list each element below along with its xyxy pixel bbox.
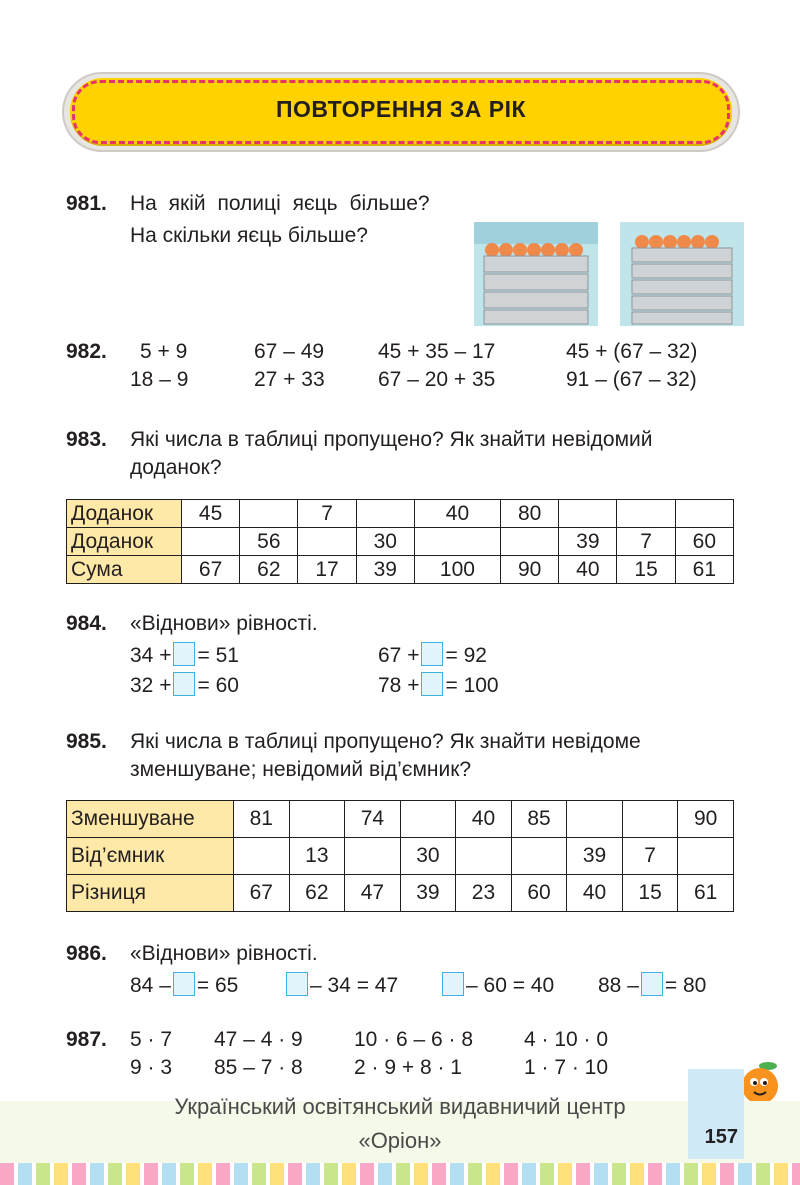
publisher-name: Український освітянський видавничий центр [174,1094,626,1119]
row-header: Доданок [67,500,182,528]
answer-box[interactable] [421,642,443,666]
expression: 47 – 4 · 9 [214,1028,303,1051]
exercise-number: 982. [66,340,107,363]
table-cell: 39 [567,838,623,875]
table-cell: 15 [622,875,678,912]
table-cell: 7 [622,838,678,875]
table-cell [356,500,414,528]
equation: 32 + = 60 [130,674,239,697]
exercise-text: На якій полиці яєць більше? [130,192,430,215]
table-cell: 60 [511,875,567,912]
table-cell [501,528,559,556]
answer-box[interactable] [173,972,195,996]
exercise-number: 985. [66,730,107,753]
table-cell [559,500,617,528]
table-cell: 85 [511,801,567,838]
expression: 91 – (67 – 32) [566,368,697,391]
table-cell [298,528,356,556]
table-cell [617,500,675,528]
table-cell: 17 [298,556,356,584]
table-cell: 81 [234,801,290,838]
table-cell: 39 [400,875,456,912]
row-header: Від’ємник [67,838,234,875]
equation: 84 – = 65 [130,974,239,997]
table-cell [456,838,512,875]
table-cell [678,838,734,875]
exercise-number: 987. [66,1028,107,1051]
equation: – 34 = 47 [284,972,398,998]
exercise-text: «Віднови» рівності. [130,942,318,965]
expression: 9 · 3 [130,1056,173,1079]
expression: 5 + 9 [140,340,188,363]
table-cell [345,838,401,875]
expression: 1 · 7 · 10 [524,1056,609,1079]
table-cell: 45 [182,500,240,528]
table-cell: 56 [240,528,298,556]
table-cell [622,801,678,838]
publisher-brand: «Оріон» [358,1128,442,1153]
table-cell: 47 [345,875,401,912]
table-cell: 13 [289,838,345,875]
exercise-text: Які числа в таблиці пропущено? Як знайти невідомий [130,428,653,451]
table-cell: 7 [617,528,675,556]
exercise-text: зменшуване; невідомий від’ємник? [130,758,472,781]
table-cell: 80 [501,500,559,528]
table-cell [234,838,290,875]
table-cell: 7 [298,500,356,528]
table-row [67,556,734,584]
table-cell: 62 [289,875,345,912]
equation: – 60 = 40 [440,972,554,998]
table-cell: 40 [414,500,500,528]
exercise-text: «Віднови» рівності. [130,612,318,635]
table-row [67,500,734,528]
table-row [67,875,734,912]
answer-box[interactable] [173,672,195,696]
table-cell: 62 [240,556,298,584]
table-cell: 90 [501,556,559,584]
table-cell: 100 [414,556,500,584]
equation: 88 – = 80 [598,974,707,997]
expression: 5 · 7 [130,1028,173,1051]
table-cell: 90 [678,801,734,838]
row-header: Сума [67,556,182,584]
equation: 78 + = 100 [378,674,499,697]
table-cell: 40 [456,801,512,838]
exercise-text: доданок? [130,456,222,479]
table-cell: 67 [234,875,290,912]
addition-table [66,499,734,584]
expression: 67 – 20 + 35 [378,368,496,391]
table-cell: 67 [182,556,240,584]
table-cell: 61 [678,875,734,912]
exercise-text: Які числа в таблиці пропущено? Як знайти невідоме [130,730,641,753]
equation: 67 + = 92 [378,644,487,667]
page-title: ПОВТОРЕННЯ ЗА РІК [275,96,527,122]
answer-box[interactable] [173,642,195,666]
table-cell: 61 [675,556,733,584]
table-cell [567,801,623,838]
table-cell [400,801,456,838]
table-cell [511,838,567,875]
table-cell: 40 [559,556,617,584]
row-header: Доданок [67,528,182,556]
table-row [67,528,734,556]
table-row [67,801,734,838]
row-header: Зменшуване [67,801,234,838]
equation: 34 + = 51 [130,644,239,667]
table-cell: 40 [567,875,623,912]
table-cell [182,528,240,556]
page-number: 157 [704,1126,738,1148]
expression: 4 · 10 · 0 [524,1028,609,1051]
subtraction-table [66,800,734,912]
egg-shelf-image [474,222,598,326]
expression: 45 + 35 – 17 [378,340,496,363]
exercise-number: 981. [66,192,107,215]
table-cell [240,500,298,528]
expression: 27 + 33 [254,368,325,391]
table-cell: 39 [559,528,617,556]
row-header: Різниця [67,875,234,912]
answer-box[interactable] [641,972,663,996]
expression: 85 – 7 · 8 [214,1056,303,1079]
table-row [67,838,734,875]
answer-box[interactable] [421,672,443,696]
table-cell: 30 [400,838,456,875]
expression: 18 – 9 [130,368,189,391]
expression: 67 – 49 [254,340,325,363]
table-cell: 23 [456,875,512,912]
expression: 2 · 9 + 8 · 1 [354,1056,462,1079]
table-cell [675,500,733,528]
answer-box[interactable] [286,972,308,996]
expression: 45 + (67 – 32) [566,340,698,363]
table-cell [414,528,500,556]
exercise-text: На скільки яєць більше? [130,224,368,247]
decorative-stripe [0,1163,800,1185]
table-cell: 60 [675,528,733,556]
exercise-number: 986. [66,942,107,965]
egg-shelf-image [620,222,744,326]
table-cell: 30 [356,528,414,556]
table-cell [289,801,345,838]
table-cell: 39 [356,556,414,584]
exercise-number: 984. [66,612,107,635]
title-banner [62,72,740,152]
table-cell: 74 [345,801,401,838]
expression: 10 · 6 – 6 · 8 [354,1028,474,1051]
exercise-number: 983. [66,428,107,451]
table-cell: 15 [617,556,675,584]
answer-box[interactable] [442,972,464,996]
